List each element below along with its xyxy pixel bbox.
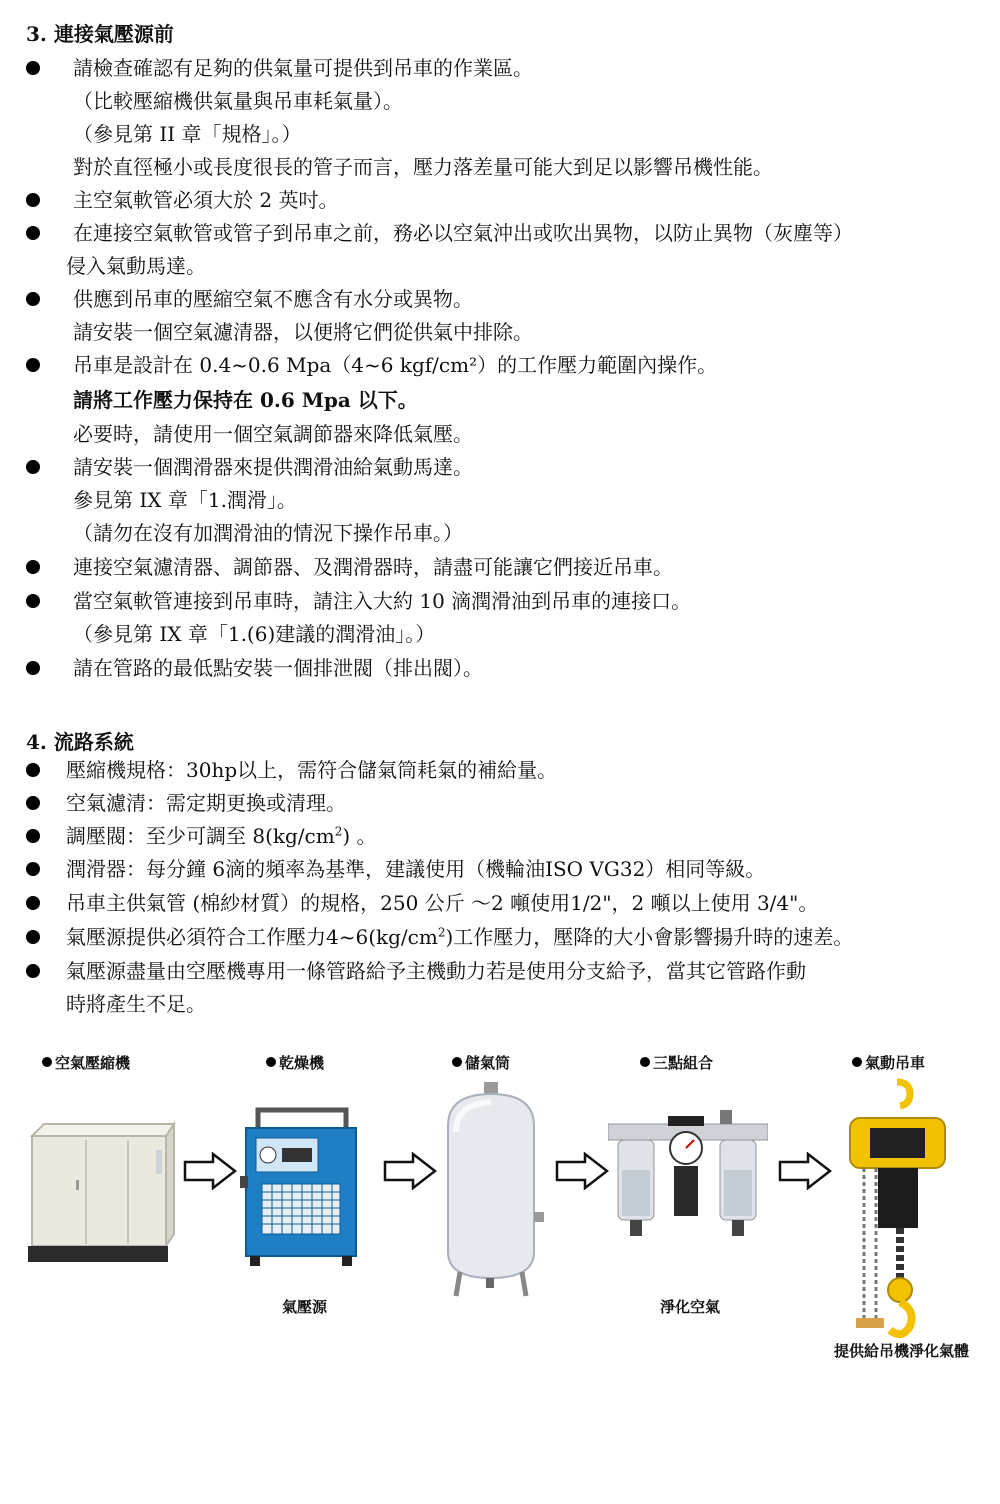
s4-line-2: 空氣濾清：需定期更換或清理。 bbox=[66, 791, 346, 815]
label-text: 三點組合 bbox=[653, 1054, 714, 1072]
s3-line-1: 請檢查確認有足夠的供氣量可提供到吊車的作業區。 bbox=[73, 56, 533, 80]
superscript: 2 bbox=[437, 925, 446, 940]
s3-line-12: 必要時，請使用一個空氣調節器來降低氣壓。 bbox=[73, 422, 473, 446]
s3-line-11: 請將工作壓力保持在 0.6 Mpa 以下。 bbox=[73, 388, 418, 412]
label-air-tank bbox=[452, 1052, 510, 1073]
s3-line-6: 在連接空氣軟管或管子到吊車之前，務必以空氣沖出或吹出異物，以防止異物（灰塵等） bbox=[73, 221, 853, 245]
s4-line-5: 吊車主供氣管 (棉紗材質）的規格，250 公斤 ～2 噸使用1/2"，2 噸以上使用 3/4"。 bbox=[66, 891, 819, 915]
s4-line-6 bbox=[66, 925, 853, 949]
label-text: 氣動吊車 bbox=[865, 1054, 926, 1072]
s3-line-15: （請勿在沒有加潤滑油的情況下操作吊車。） bbox=[73, 521, 463, 545]
label-text: 乾燥機 bbox=[279, 1054, 325, 1072]
s3-line-13: 請安裝一個潤滑器來提供潤滑油給氣動馬達。 bbox=[73, 455, 473, 479]
s4-line-6-tail: )工作壓力，壓降的大小會影響揚升時的速差。 bbox=[445, 925, 854, 949]
bullet bbox=[26, 829, 40, 843]
s3-line-14: 參見第 IX 章「1.潤滑」。 bbox=[73, 488, 297, 512]
label-air-source: 氣壓源 bbox=[282, 1298, 328, 1316]
s4-line-6-text: 氣壓源提供必須符合工作壓力4~6(kg/cm bbox=[66, 925, 438, 949]
s3-line-8: 供應到吊車的壓縮空氣不應含有水分或異物。 bbox=[73, 287, 473, 311]
bullet bbox=[26, 226, 40, 240]
s3-line-9: 請安裝一個空氣濾清器，以便將它們從供氣中排除。 bbox=[73, 320, 533, 344]
bullet bbox=[26, 661, 40, 675]
s4-line-1: 壓縮機規格：30hp以上，需符合儲氣筒耗氣的補給量。 bbox=[66, 758, 558, 782]
bullet bbox=[26, 930, 40, 944]
s3-line-7: 侵入氣動馬達。 bbox=[66, 254, 206, 278]
bullet bbox=[26, 560, 40, 574]
bullet bbox=[26, 594, 40, 608]
frl-unit-image bbox=[608, 1110, 768, 1260]
bullet-dot bbox=[266, 1057, 276, 1067]
s4-line-3-tail: ) 。 bbox=[342, 824, 377, 848]
bullet bbox=[26, 964, 40, 978]
bullet-dot bbox=[42, 1057, 52, 1067]
s4-line-8: 時將產生不足。 bbox=[66, 992, 206, 1016]
bullet bbox=[26, 460, 40, 474]
superscript: 2 bbox=[334, 824, 343, 839]
s3-line-16: 連接空氣濾清器、調節器、及潤滑器時，請盡可能讓它們接近吊車。 bbox=[73, 555, 673, 579]
s4-line-3-text: 調壓閥：至少可調至 8(kg/cm bbox=[66, 824, 335, 848]
bullet-dot bbox=[640, 1057, 650, 1067]
air-tank-image bbox=[440, 1082, 550, 1297]
bullet bbox=[26, 796, 40, 810]
bullet bbox=[26, 862, 40, 876]
flow-diagram bbox=[0, 1040, 1000, 1370]
bullet-dot bbox=[452, 1057, 462, 1067]
s3-line-19: 請在管路的最低點安裝一個排泄閥（排出閥）。 bbox=[73, 656, 483, 680]
s3-line-5: 主空氣軟管必須大於 2 英吋。 bbox=[73, 188, 339, 212]
label-frl-unit bbox=[640, 1052, 713, 1073]
bullet-dot bbox=[852, 1057, 862, 1067]
label-air-compressor bbox=[42, 1052, 130, 1073]
flow-arrow bbox=[183, 1152, 237, 1190]
bullet bbox=[26, 61, 40, 75]
s4-line-3 bbox=[66, 824, 377, 848]
air-hoist-image bbox=[840, 1078, 955, 1348]
s3-line-4: 對於直徑極小或長度很長的管子而言，壓力落差量可能大到足以影響吊機性能。 bbox=[73, 155, 773, 179]
s3-line-18: （參見第 IX 章「1.(6)建議的潤滑油」。） bbox=[73, 622, 436, 646]
s3-line-2: （比較壓縮機供氣量與吊車耗氣量）。 bbox=[73, 89, 403, 113]
label-air-hoist bbox=[852, 1052, 925, 1073]
label-text: 空氣壓縮機 bbox=[55, 1054, 131, 1072]
air-compressor-image bbox=[28, 1120, 178, 1270]
label-text: 儲氣筒 bbox=[465, 1054, 511, 1072]
bullet bbox=[26, 763, 40, 777]
s4-line-7: 氣壓源盡量由空壓機專用一條管路給予主機動力若是使用分支給予，當其它管路作動 bbox=[66, 959, 806, 983]
flow-arrow bbox=[778, 1152, 832, 1190]
flow-arrow bbox=[383, 1152, 437, 1190]
s3-line-3: （參見第 II 章「規格」。） bbox=[73, 122, 302, 146]
label-dryer bbox=[266, 1052, 324, 1073]
bullet bbox=[26, 358, 40, 372]
s3-line-10: 吊車是設計在 0.4~0.6 Mpa（4~6 kgf/cm²）的工作壓力範圍內操作。 bbox=[73, 353, 718, 377]
bullet bbox=[26, 896, 40, 910]
label-purified-air: 淨化空氣 bbox=[660, 1298, 721, 1316]
bullet bbox=[26, 292, 40, 306]
section3-heading: 3. 連接氣壓源前 bbox=[26, 22, 174, 46]
s3-line-17: 當空氣軟管連接到吊車時，請注入大約 10 滴潤滑油到吊車的連接口。 bbox=[73, 589, 692, 613]
label-supply-to-hoist: 提供給吊機淨化氣體 bbox=[834, 1342, 970, 1360]
flow-arrow bbox=[555, 1152, 609, 1190]
section4-heading: 4. 流路系統 bbox=[26, 730, 134, 754]
s4-line-4: 潤滑器：每分鐘 6滴的頻率為基準，建議使用（機輪油ISO VG32）相同等級。 bbox=[66, 857, 766, 881]
dryer-image bbox=[240, 1102, 365, 1272]
bullet bbox=[26, 193, 40, 207]
